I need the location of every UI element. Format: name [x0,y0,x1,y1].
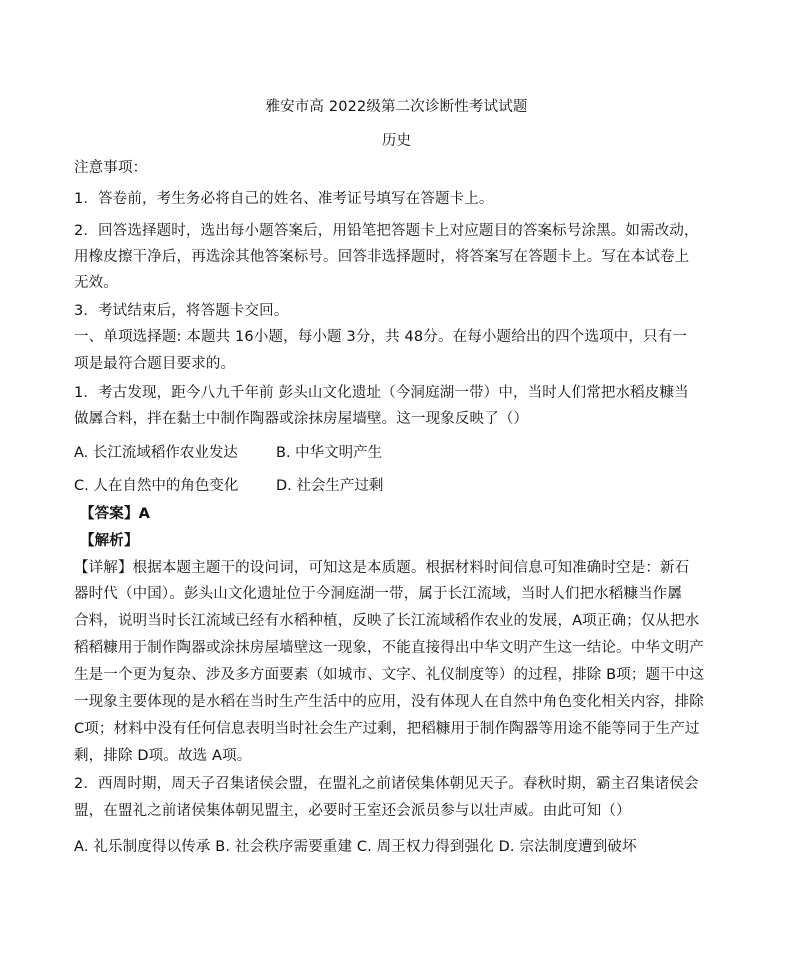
exam-title: 雅安市高 2022级第二次诊断性考试试题 [265,99,528,115]
q1-answer: 【答案】A [80,506,150,522]
q1-option-a: A. 长江流域稻作农业发达 [74,445,238,461]
q1-detail-line-3: 合料，说明当时长江流域已经有水稻种植，反映了长江流域稻作农业的发展，A项正确；仅从把水 [74,613,700,629]
q1-detail-line-2: 器时代（中国）。彭头山文化遗址位于今洞庭湖一带，属于长江流域，当时人们把水稻糠当作羼 [74,586,683,602]
q1-detail-line-4: 稻稻糠用于制作陶器或涂抹房屋墙壁这一现象，不能直接得出中华文明产生这一结论。中华文明产 [74,640,704,656]
q1-option-c: C. 人在自然中的角色变化 [74,478,239,494]
q1-detail-line-6: 一现象主要体现的是水稻在当时生产生活中的应用，没有体现人在自然中角色变化相关内容，排除 [74,694,704,710]
question-2-stem-cont: 盟，在盟礼之前诸侯集体朝见盟主，必要时王室还会派员参与以壮声威。由此可知（） [74,803,631,819]
notice-item-2-end: 无效。 [74,275,118,291]
q1-detail-line-8: 剩，排除 D项。故选 A项。 [74,748,252,764]
question-2-stem: 2．西周时期，周天子召集诸侯会盟，在盟礼之前诸侯集体朝见天子。春秋时期，霸主召集诸侯会 [74,776,699,792]
q1-option-d: D. 社会生产过剩 [276,478,384,494]
question-1-stem-cont: 做羼合料，拌在黏土中制作陶器或涂抹房屋墙壁。这一现象反映了（） [74,411,529,427]
notice-item-1: 1．答卷前，考生务必将自己的姓名、准考证号填写在答题卡上。 [74,191,494,207]
q2-options: A. 礼乐制度得以传承 B. 社会秩序需要重建 C. 周王权力得到强化 D. 宗法制度遭到破坏 [74,839,637,855]
notice-item-3: 3．考试结束后，将答题卡交回。 [74,303,289,319]
q1-detail-line-5: 生是一个更为复杂、涉及多方面要素（如城市、文字、礼仪制度等）的过程，排除 B项；题干中这 [74,667,705,683]
subject-title: 历史 [381,133,412,149]
section-instruction: 一、单项选择题: 本题共 16小题，每小题 3分，共 48分。在每小题给出的四个选项中，只有一 [74,329,687,345]
q1-option-b: B. 中华文明产生 [276,445,383,461]
q1-detail-line-1: 【详解】根据本题主题干的设问词，可知这是本质题。根据材料时间信息可知准确时空是：新石 [74,560,690,576]
notice-item-2-cont: 用橡皮擦干净后，再选涂其他答案标号。回答非选择题时，将答案写在答题卡上。写在本试卷上 [74,249,690,265]
q1-detail-line-7: C项；材料中没有任何信息表明当时社会生产过剩，把稻糠用于制作陶器等用途不能等同于生产过 [74,721,700,737]
notice-heading: 注意事项： [74,160,148,176]
notice-item-2: 2．回答选择题时，选出每小题答案后，用铅笔把答题卡上对应题目的答案标号涂黑。如需改动， [74,223,699,239]
section-instruction-cont: 项是最符合题目要求的。 [74,356,236,372]
question-1-stem: 1．考古发现，距今八九千年前 彭头山文化遗址（今洞庭湖一带）中，当时人们常把水稻皮糠当 [74,385,689,401]
q1-analysis-heading: 【解析】 [80,533,139,549]
